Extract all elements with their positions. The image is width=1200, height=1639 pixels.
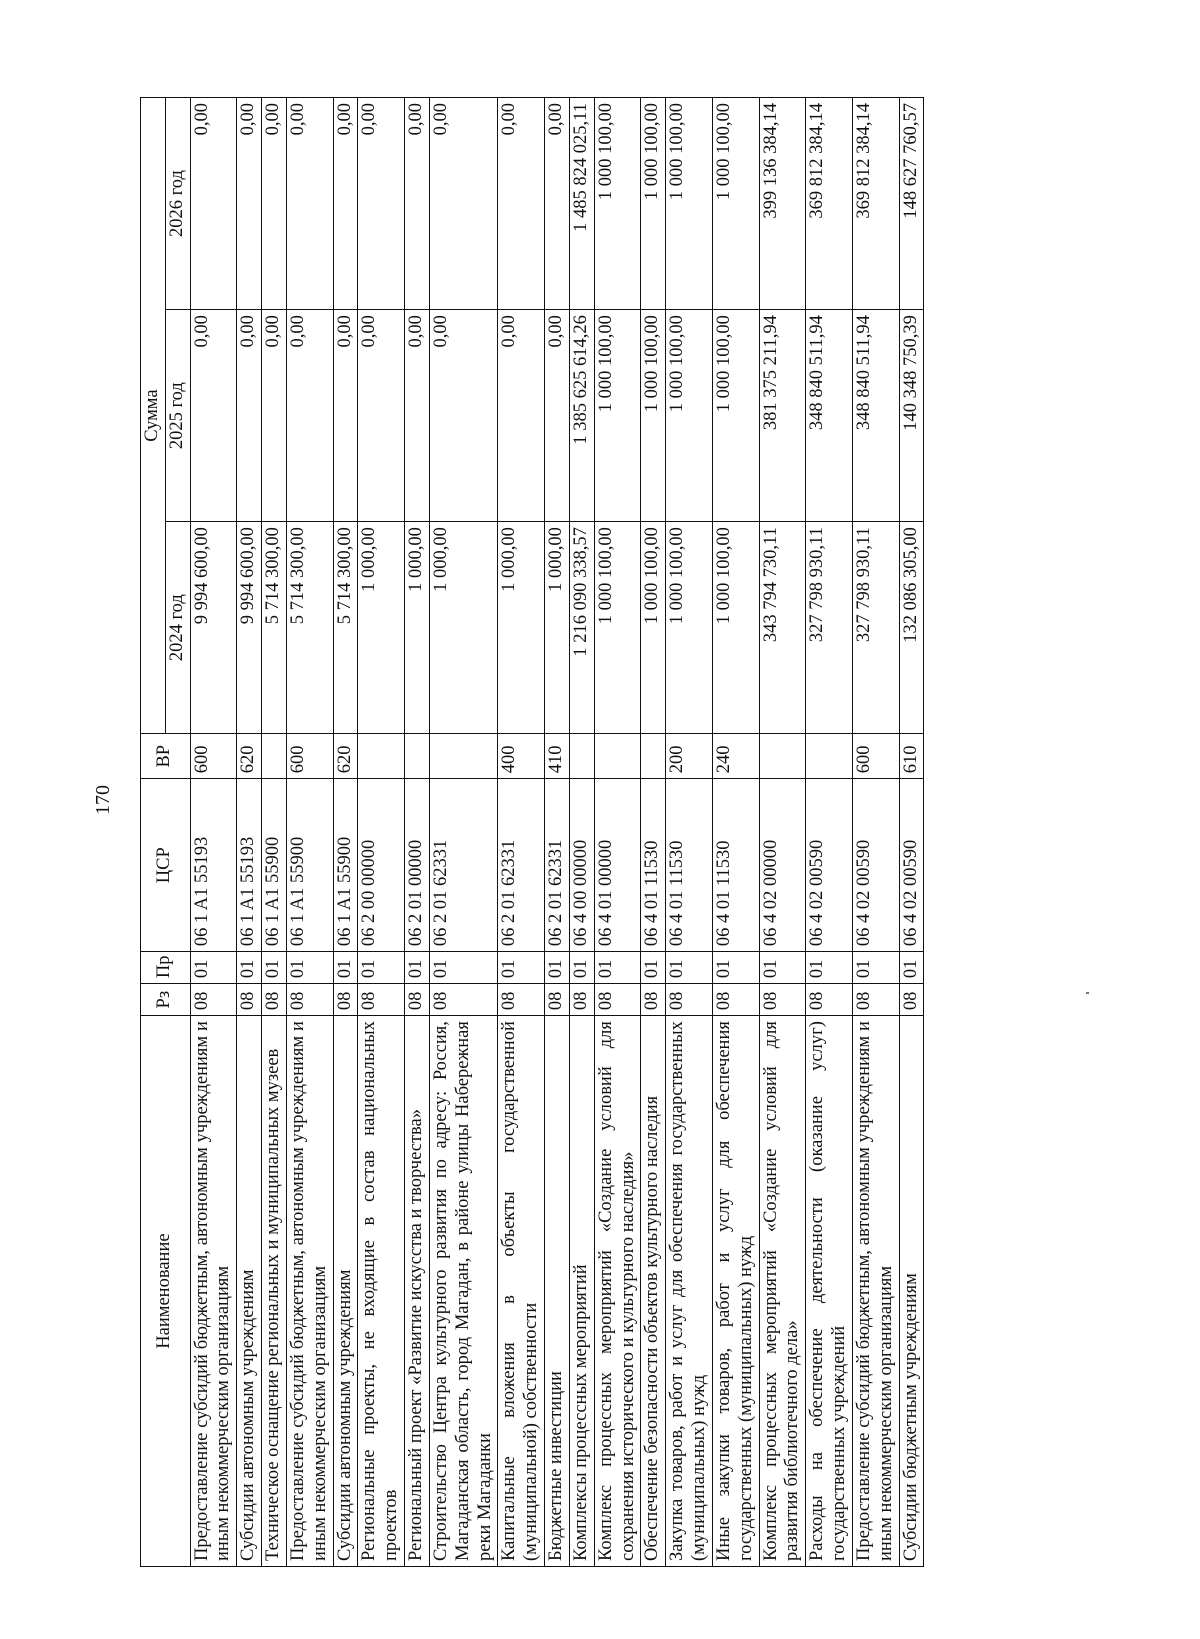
table-row	[712, 98, 759, 1567]
cell-rz: 08	[498, 984, 545, 1016]
table-row	[405, 98, 430, 1567]
cell-csr: 06 4 01 11530	[666, 779, 713, 952]
cell-pr: 01	[759, 952, 806, 984]
cell-2024: 5 714 300,00	[333, 522, 358, 734]
cell-2026: 1 485 824 025,11	[569, 98, 594, 310]
cell-2025: 1 385 625 614,26	[569, 310, 594, 522]
cell-name: Субсидии автономным учреждениям	[237, 1016, 262, 1567]
cell-2025: 0,00	[545, 310, 570, 522]
cell-rz: 08	[286, 984, 333, 1016]
cell-pr: 01	[852, 952, 899, 984]
table-row	[806, 98, 853, 1567]
cell-vr	[569, 734, 594, 779]
cell-2024: 1 000,00	[358, 522, 405, 734]
cell-name: Расходы на обеспечение деятельности (оказание услуг) государственных учреждений	[806, 1016, 853, 1567]
cell-rz: 08	[405, 984, 430, 1016]
table-row	[286, 98, 333, 1567]
cell-2024: 1 000 100,00	[594, 522, 641, 734]
cell-csr: 06 2 01 62331	[545, 779, 570, 952]
cell-rz: 08	[641, 984, 666, 1016]
scan-dot	[1086, 992, 1089, 994]
cell-2025: 348 840 511,94	[806, 310, 853, 522]
cell-rz: 08	[806, 984, 853, 1016]
cell-2026: 0,00	[262, 98, 287, 310]
cell-name: Обеспечение безопасности объектов культурного наследия	[641, 1016, 666, 1567]
table-row	[545, 98, 570, 1567]
cell-csr: 06 1 A1 55900	[262, 779, 287, 952]
cell-2026: 0,00	[429, 98, 497, 310]
cell-2024: 1 000,00	[429, 522, 497, 734]
cell-name: Комплекс процессных мероприятий «Создание условий для развития библиотечного дела»	[759, 1016, 806, 1567]
cell-2024: 9 994 600,00	[190, 522, 237, 734]
cell-csr: 06 4 00 00000	[569, 779, 594, 952]
cell-2025: 381 375 211,94	[759, 310, 806, 522]
cell-2025: 0,00	[333, 310, 358, 522]
cell-2026: 399 136 384,14	[759, 98, 806, 310]
cell-rz: 08	[429, 984, 497, 1016]
cell-pr: 01	[237, 952, 262, 984]
cell-2024: 1 000,00	[545, 522, 570, 734]
cell-2024: 1 000,00	[498, 522, 545, 734]
cell-name: Предоставление субсидий бюджетным, автономным учреждениям и иным некоммерческим организациям	[190, 1016, 237, 1567]
cell-csr: 06 4 01 11530	[641, 779, 666, 952]
cell-pr: 01	[498, 952, 545, 984]
header-vr: ВР	[141, 734, 191, 779]
cell-2025: 1 000 100,00	[666, 310, 713, 522]
cell-2025: 0,00	[429, 310, 497, 522]
cell-csr: 06 1 A1 55900	[286, 779, 333, 952]
cell-2025: 0,00	[286, 310, 333, 522]
cell-pr: 01	[545, 952, 570, 984]
table-row	[899, 98, 924, 1567]
cell-csr: 06 1 A1 55193	[190, 779, 237, 952]
header-row-1	[141, 98, 166, 1567]
cell-2025: 348 840 511,94	[852, 310, 899, 522]
cell-csr: 06 4 02 00000	[759, 779, 806, 952]
cell-rz: 08	[666, 984, 713, 1016]
cell-csr: 06 2 01 62331	[498, 779, 545, 952]
cell-pr: 01	[190, 952, 237, 984]
budget-table	[140, 97, 924, 1567]
cell-2026: 0,00	[498, 98, 545, 310]
cell-2024: 327 798 930,11	[852, 522, 899, 734]
cell-pr: 01	[666, 952, 713, 984]
cell-rz: 08	[712, 984, 759, 1016]
header-year-2026: 2026 год	[165, 98, 190, 310]
cell-pr: 01	[405, 952, 430, 984]
table-row	[333, 98, 358, 1567]
table-row	[759, 98, 806, 1567]
table-row	[498, 98, 545, 1567]
cell-vr	[405, 734, 430, 779]
cell-rz: 08	[759, 984, 806, 1016]
cell-2025: 0,00	[237, 310, 262, 522]
cell-2024: 9 994 600,00	[237, 522, 262, 734]
header-year-2024: 2024 год	[165, 522, 190, 734]
cell-vr: 410	[545, 734, 570, 779]
table-row	[358, 98, 405, 1567]
cell-2024: 1 000,00	[405, 522, 430, 734]
table-row	[429, 98, 497, 1567]
cell-csr: 06 2 00 00000	[358, 779, 405, 952]
header-sum: Сумма	[141, 98, 166, 734]
cell-rz: 08	[190, 984, 237, 1016]
cell-rz: 08	[358, 984, 405, 1016]
cell-rz: 08	[333, 984, 358, 1016]
cell-2024: 1 000 100,00	[641, 522, 666, 734]
cell-pr: 01	[899, 952, 924, 984]
cell-name: Комплекс процессных мероприятий «Создание условий для сохранения исторического и культурного наследия»	[594, 1016, 641, 1567]
cell-2026: 1 000 100,00	[641, 98, 666, 310]
cell-name: Региональный проект «Развитие искусства и творчества»	[405, 1016, 430, 1567]
cell-rz: 08	[852, 984, 899, 1016]
cell-2024: 327 798 930,11	[806, 522, 853, 734]
cell-pr: 01	[712, 952, 759, 984]
cell-pr: 01	[333, 952, 358, 984]
cell-2026: 0,00	[358, 98, 405, 310]
cell-pr: 01	[358, 952, 405, 984]
cell-csr: 06 2 01 00000	[405, 779, 430, 952]
cell-csr: 06 4 02 00590	[806, 779, 853, 952]
cell-2026: 1 000 100,00	[594, 98, 641, 310]
header-name: Наименование	[141, 1016, 191, 1567]
cell-2025: 1 000 100,00	[712, 310, 759, 522]
cell-vr: 620	[333, 734, 358, 779]
cell-vr: 240	[712, 734, 759, 779]
cell-name: Субсидии бюджетным учреждениям	[899, 1016, 924, 1567]
cell-vr	[641, 734, 666, 779]
cell-2026: 0,00	[190, 98, 237, 310]
page-number: 170	[92, 785, 114, 815]
header-year-2025: 2025 год	[165, 310, 190, 522]
cell-rz: 08	[262, 984, 287, 1016]
cell-2025: 1 000 100,00	[594, 310, 641, 522]
cell-vr: 600	[286, 734, 333, 779]
cell-2024: 132 086 305,00	[899, 522, 924, 734]
cell-name: Комплексы процессных мероприятий	[569, 1016, 594, 1567]
table-row	[262, 98, 287, 1567]
cell-csr: 06 1 A1 55900	[333, 779, 358, 952]
cell-2026: 369 812 384,14	[806, 98, 853, 310]
cell-2025: 0,00	[498, 310, 545, 522]
cell-name: Иные закупки товаров, работ и услуг для обеспечения государственных (муниципальных) нужд	[712, 1016, 759, 1567]
cell-csr: 06 1 A1 55193	[237, 779, 262, 952]
cell-vr	[262, 734, 287, 779]
cell-rz: 08	[569, 984, 594, 1016]
cell-2026: 0,00	[237, 98, 262, 310]
table-row	[666, 98, 713, 1567]
cell-vr	[759, 734, 806, 779]
cell-pr: 01	[641, 952, 666, 984]
table-row	[641, 98, 666, 1567]
cell-vr	[429, 734, 497, 779]
cell-2025: 0,00	[358, 310, 405, 522]
cell-name: Строительство Центра культурного развития по адресу: Россия, Магаданская область, город Магадан, в районе улицы Набережная реки Магаданки	[429, 1016, 497, 1567]
cell-2025: 0,00	[262, 310, 287, 522]
cell-2026: 0,00	[405, 98, 430, 310]
cell-name: Бюджетные инвестиции	[545, 1016, 570, 1567]
cell-csr: 06 4 02 00590	[852, 779, 899, 952]
table-row	[594, 98, 641, 1567]
header-csr: ЦСР	[141, 779, 191, 952]
header-rz: Рз	[141, 984, 191, 1016]
cell-2024: 5 714 300,00	[286, 522, 333, 734]
cell-pr: 01	[262, 952, 287, 984]
cell-pr: 01	[594, 952, 641, 984]
cell-2026: 0,00	[286, 98, 333, 310]
cell-2024: 1 000 100,00	[712, 522, 759, 734]
cell-pr: 01	[806, 952, 853, 984]
cell-csr: 06 4 01 11530	[712, 779, 759, 952]
cell-rz: 08	[237, 984, 262, 1016]
cell-name: Предоставление субсидий бюджетным, автономным учреждениям и иным некоммерческим организациям	[286, 1016, 333, 1567]
cell-name: Закупка товаров, работ и услуг для обеспечения государственных (муниципальных) нужд	[666, 1016, 713, 1567]
cell-2025: 140 348 750,39	[899, 310, 924, 522]
table-row	[190, 98, 237, 1567]
cell-name: Техническое оснащение региональных и муниципальных музеев	[262, 1016, 287, 1567]
table-row	[852, 98, 899, 1567]
cell-vr: 620	[237, 734, 262, 779]
cell-name: Региональные проекты, не входящие в состав национальных проектов	[358, 1016, 405, 1567]
cell-rz: 08	[594, 984, 641, 1016]
cell-rz: 08	[545, 984, 570, 1016]
cell-csr: 06 4 02 00590	[899, 779, 924, 952]
cell-2026: 148 627 760,57	[899, 98, 924, 310]
cell-2026: 0,00	[545, 98, 570, 310]
cell-name: Капитальные вложения в объекты государственной (муниципальной) собственности	[498, 1016, 545, 1567]
cell-vr	[358, 734, 405, 779]
cell-vr: 610	[899, 734, 924, 779]
table-row	[237, 98, 262, 1567]
cell-2026: 0,00	[333, 98, 358, 310]
cell-2025: 0,00	[190, 310, 237, 522]
cell-name: Предоставление субсидий бюджетным, автономным учреждениям и иным некоммерческим организациям	[852, 1016, 899, 1567]
table-row	[569, 98, 594, 1567]
cell-vr: 600	[190, 734, 237, 779]
cell-2024: 1 000 100,00	[666, 522, 713, 734]
cell-csr: 06 2 01 62331	[429, 779, 497, 952]
cell-rz: 08	[899, 984, 924, 1016]
cell-2024: 343 794 730,11	[759, 522, 806, 734]
cell-csr: 06 4 01 00000	[594, 779, 641, 952]
table-body	[190, 98, 924, 1567]
cell-pr: 01	[429, 952, 497, 984]
cell-vr: 200	[666, 734, 713, 779]
cell-pr: 01	[569, 952, 594, 984]
cell-2026: 1 000 100,00	[666, 98, 713, 310]
cell-2024: 1 216 090 338,57	[569, 522, 594, 734]
cell-2026: 1 000 100,00	[712, 98, 759, 310]
rotated-table-wrapper	[140, 97, 1042, 1567]
cell-2026: 369 812 384,14	[852, 98, 899, 310]
cell-vr: 600	[852, 734, 899, 779]
cell-pr: 01	[286, 952, 333, 984]
cell-2025: 0,00	[405, 310, 430, 522]
header-pr: Пр	[141, 952, 191, 984]
cell-2025: 1 000 100,00	[641, 310, 666, 522]
cell-vr: 400	[498, 734, 545, 779]
cell-vr	[594, 734, 641, 779]
cell-vr	[806, 734, 853, 779]
cell-name: Субсидии автономным учреждениям	[333, 1016, 358, 1567]
cell-2024: 5 714 300,00	[262, 522, 287, 734]
